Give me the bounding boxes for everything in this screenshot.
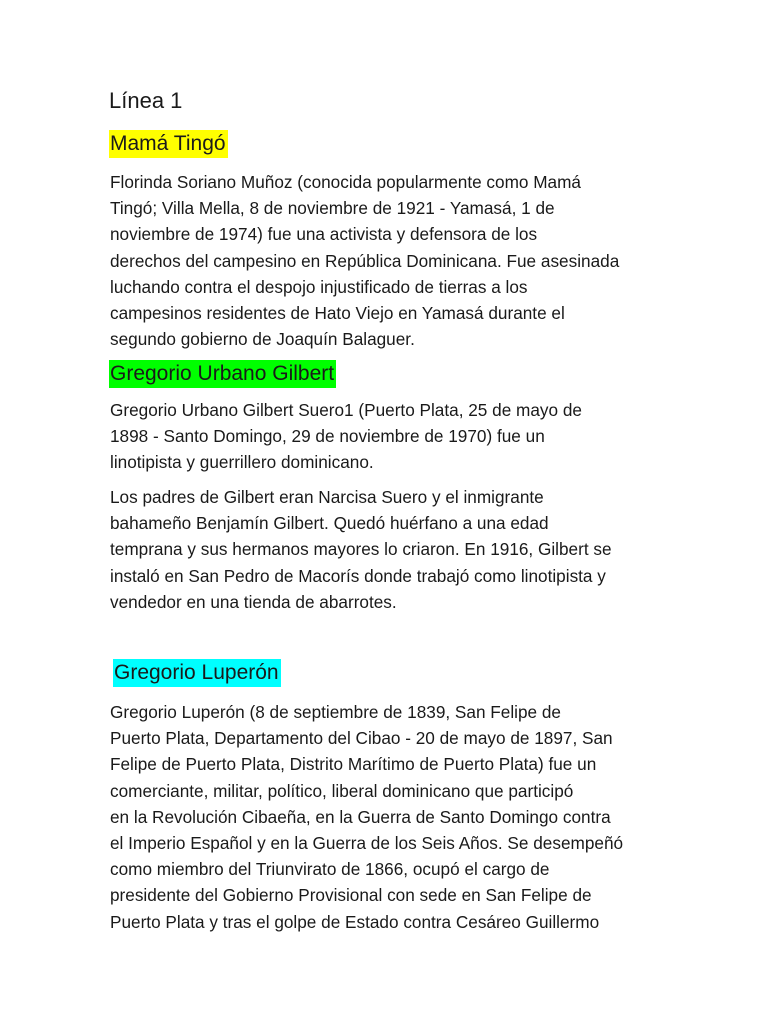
text-line: luchando contra el despojo injustificado de tierras a los: [110, 276, 528, 297]
text-line: Tingó; Villa Mella, 8 de noviembre de 1921 - Yamasá, 1 de: [110, 198, 555, 219]
text-line: como miembro del Triunvirato de 1866, ocupó el cargo de: [110, 859, 550, 880]
text-line: linotipista y guerrillero dominicano.: [110, 452, 374, 473]
text-line: segundo gobierno de Joaquín Balaguer.: [110, 329, 415, 350]
text-line: Gregorio Luperón (8 de septiembre de 1839, San Felipe de: [110, 702, 561, 722]
text-line: bahameño Benjamín Gilbert. Quedó huérfano a una edad: [110, 513, 549, 534]
text-line: Gregorio Urbano Gilbert Suero1 (Puerto Plata, 25 de mayo de: [110, 400, 582, 420]
text-line: Puerto Plata, Departamento del Cibao - 20 de mayo de 1897, San: [110, 728, 613, 749]
paragraph-luperon: [110, 699, 658, 935]
text-line: el Imperio Español y en la Guerra de los Seis Años. Se desempeñó: [110, 833, 624, 854]
text-line: temprana y sus hermanos mayores lo criaron. En 1916, Gilbert se: [110, 539, 612, 560]
text-line: campesinos residentes de Hato Viejo en Yamasá durante el: [110, 303, 565, 324]
text-line: instaló en San Pedro de Macorís donde trabajó como linotipista y: [110, 565, 606, 586]
text-line: derechos del campesino en República Dominicana. Fue asesinada: [110, 250, 620, 271]
paragraph-gilbert-intro: [110, 397, 658, 476]
paragraph-gilbert-family: [110, 484, 658, 615]
text-line: Felipe de Puerto Plata, Distrito Marítimo de Puerto Plata) fue un: [110, 754, 597, 775]
text-line: noviembre de 1974) fue una activista y defensora de los: [110, 224, 538, 245]
text-line: vendedor en una tienda de abarrotes.: [110, 591, 397, 612]
text-line: comerciante, militar, político, liberal dominicano que participó: [110, 780, 574, 801]
section-heading-mama-tingo: Mamá Tingó: [109, 130, 228, 158]
text-line: Florinda Soriano Muñoz (conocida popularmente como Mamá: [110, 172, 581, 192]
text-line: Los padres de Gilbert eran Narcisa Suero y el inmigrante: [110, 487, 544, 507]
paragraph-mama-tingo: [110, 169, 658, 352]
section-heading-gregorio-luperon: Gregorio Luperón: [113, 659, 281, 687]
document-title: Línea 1: [109, 88, 183, 113]
text-line: 1898 - Santo Domingo, 29 de noviembre de 1970) fue un: [110, 426, 545, 447]
text-line: Puerto Plata y tras el golpe de Estado contra Cesáreo Guillermo: [110, 911, 600, 932]
text-line: en la Revolución Cibaeña, en la Guerra de Santo Domingo contra: [110, 806, 611, 827]
section-heading-gregorio-urbano-gilbert: Gregorio Urbano Gilbert: [109, 360, 336, 388]
text-line: presidente del Gobierno Provisional con sede en San Felipe de: [110, 885, 592, 906]
